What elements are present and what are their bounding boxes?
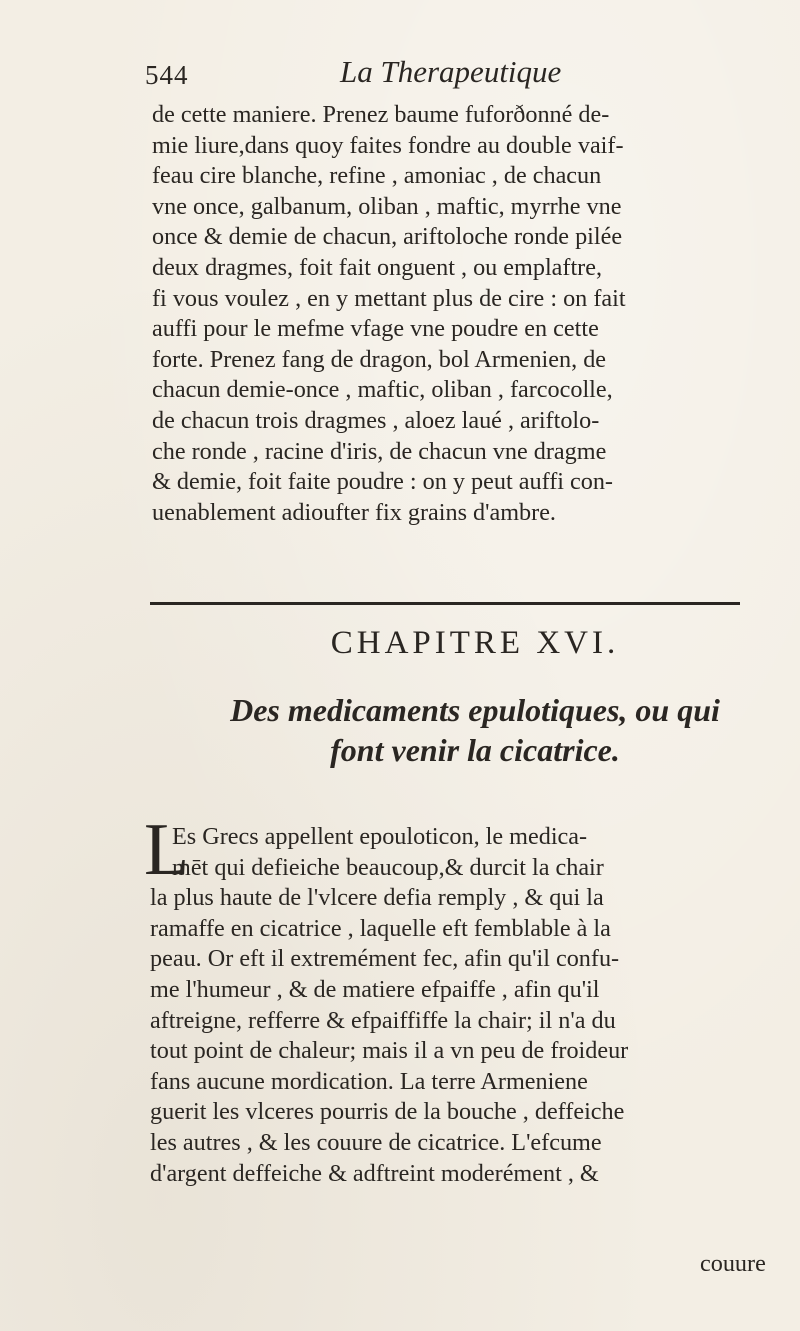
chapter-subtitle-line: font venir la cicatrice. (330, 732, 620, 768)
text-line: chacun demie-once , maftic, oliban , farcocolle, (152, 376, 613, 404)
text-line: les autres , & les couure de cicatrice. L'efcume (150, 1128, 602, 1156)
text-line: guerit les vlceres pourris de la bouche , deffeiche (150, 1098, 625, 1126)
chapter-heading: CHAPITRE XVI. (330, 625, 620, 661)
text-line: mēt qui defieiche beaucoup,& durcit la chair (172, 853, 604, 881)
text-line: once & demie de chacun, ariftoloche ronde pilée (152, 223, 623, 251)
text-line: de cette maniere. Prenez baume fuforðonné de- (152, 101, 610, 128)
running-head (145, 50, 705, 100)
running-title: La Therapeutique (340, 54, 562, 89)
text-line: tout point de chaleur; mais il a vn peu de froideur (150, 1037, 629, 1065)
text-line: fans aucune mordication. La terre Armeniene (150, 1067, 588, 1095)
text-line: uenablement adioufter fix grains d'ambre. (152, 498, 556, 526)
text-line: forte. Prenez fang de dragon, bol Armenien, de (152, 345, 607, 373)
chapter-subtitle (150, 690, 800, 770)
first-line-text: Es Grecs appellent epouloticon, le medica- (172, 823, 588, 850)
text-line: che ronde , racine d'iris, de chacun vne dragme (152, 437, 607, 465)
text-line: ramaffe en cicatrice , laquelle eft femblable à la (150, 914, 611, 942)
paragraph-chapter (144, 809, 790, 1189)
text-line: de chacun trois dragmes , aloez laué , ariftolo- (152, 406, 600, 434)
text-line: & demie, foit faite poudre : on y peut auffi con- (152, 468, 613, 496)
text-line: me l'humeur , & de matiere efpaiffe , afin qu'il (150, 975, 600, 1003)
text-line: fi vous voulez , en y mettant plus de cire : on fait (152, 284, 626, 312)
paragraph-top (152, 100, 792, 528)
text-line: deux dragmes, foit fait onguent , ou emplaftre, (152, 253, 603, 281)
text-line: d'argent deffeiche & adftreint moderément , & (150, 1159, 599, 1187)
text-line: la plus haute de l'vlcere defia remply , & qui la (150, 884, 604, 912)
text-line: aftreigne, refferre & efpaiffiffe la chair; il n'a du (150, 1006, 616, 1034)
text-line: auffi pour le mefme vfage vne poudre en cette (152, 315, 599, 343)
drop-cap: L (144, 809, 190, 891)
text-line: vne once, galbanum, oliban , maftic, myrrhe vne (152, 192, 622, 220)
text-line: peau. Or eft il extremément fec, afin qu'il confu- (150, 945, 620, 973)
chapter-subtitle-line: Des medicaments epulotiques, ou qui (230, 692, 720, 728)
section-divider (150, 602, 740, 605)
text-line: mie liure,dans quoy faites fondre au double vaif- (152, 131, 624, 159)
page-number: 544 (145, 60, 189, 90)
text-line: feau cire blanche, refine , amoniac , de chacun (152, 162, 602, 190)
catchword: couure (700, 1250, 766, 1277)
